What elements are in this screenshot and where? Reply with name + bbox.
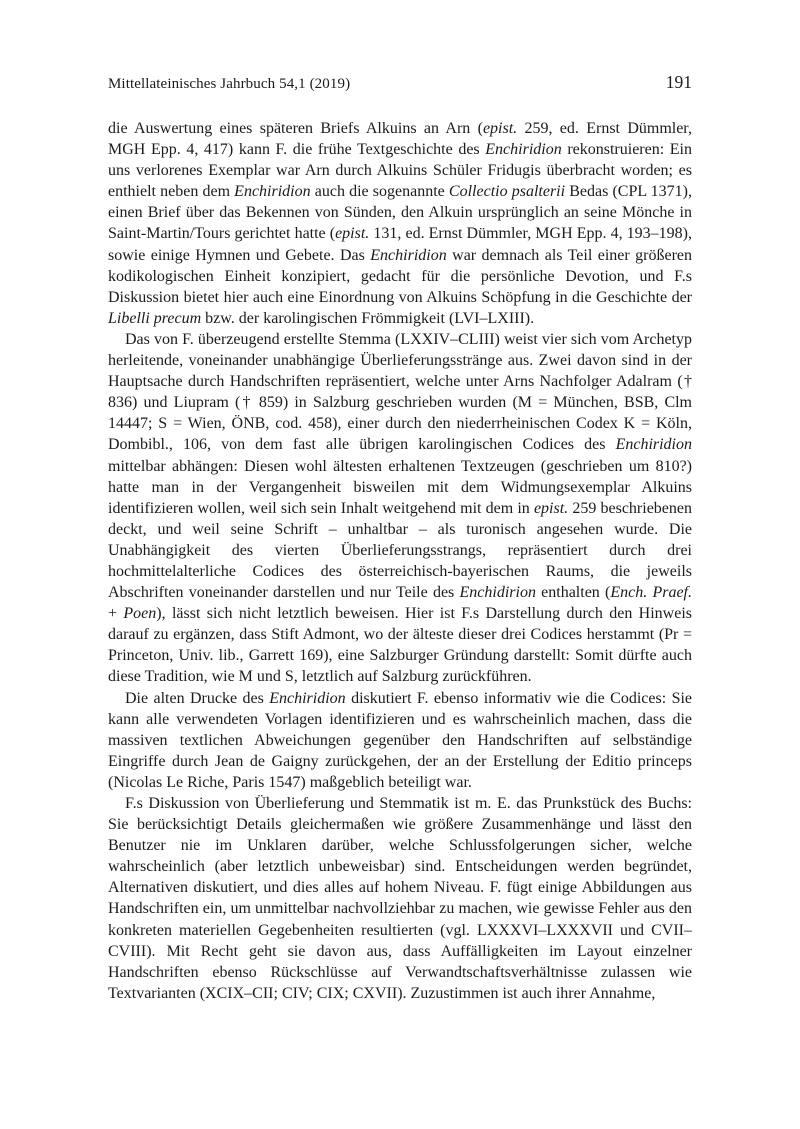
italic-run: Ench. Praef. xyxy=(610,584,693,602)
text-run: mittelbar abhängen: Diesen wohl ältesten erhaltenen Textzeugen (geschrieben um 810?) hatte man in der Vergangenheit bisweilen mit dem Widmungsexemplar Alkuins identifizieren wollen, weil sich sein Inhalt weitgehend mit dem in xyxy=(108,457,692,517)
text-run: war demnach als Teil einer größeren kodikologischen Einheit konzipiert, gedacht für die persönliche Devotion, und F.s Diskussion bietet hier auch eine Einordnung von Alkuins Schöpfung in die Geschichte der xyxy=(108,246,692,306)
italic-run: Enchiridion xyxy=(370,246,447,264)
paragraph xyxy=(108,793,692,1004)
text-run: rekonstruieren: Ein uns verlorenes Exemplar war Arn durch Alkuins Schüler Fridugis überbracht worden; es enthielt neben dem xyxy=(108,141,692,201)
italic-run: Libelli precum xyxy=(108,309,202,327)
text-run: F.s Diskussion von Überlieferung und Stemmatik ist m. E. das Prunkstück des Buchs: Sie berücksichtigt Details gleichermaßen wie größere Zusammenhänge und lässt den Benutzer nie im Unklaren darüber, welche Schlussfolgerungen sicher, welche wahrscheinlich (aber letztlich unbeweisbar) sind. Entscheidungen werden begründet, Alternativen diskutiert, und dies alles auf hohem Niveau. F. fügt einige Abbildungen aus Handschriften ein, um unmittelbar nachvollziehbar zu machen, wie gewisse Fehler aus den konkreten materiellen Gegebenheiten resultierten (vgl. LXXXVI–LXXXVII und CVII–CVIII). Mit Recht geht sie davon aus, dass Auffälligkeiten im Layout einzelner Handschriften ebenso Rückschlüsse auf Verwandtschaftsverhältnisse zulassen wie Textvarianten (XCIX–CII; CIV; CIX; CXVII). Zuzustimmen ist auch ihrer Annahme, xyxy=(108,795,692,1002)
text-run: 259, ed. Ernst Dümmler, MGH Epp. 4, 417) kann F. die frühe Textgeschichte des xyxy=(108,120,692,159)
italic-run: epist. xyxy=(533,499,569,517)
text-run: ), lässt sich nicht letztlich beweisen. Hier ist F.s Darstellung durch den Hinweis darauf zu ergänzen, dass Stift Admont, wo der älteste dieser drei Codices herstammt (Pr = Princeton, Univ. lib., Garrett 169), eine Salzburger Gründung darstellt: Somit dürfte auch diese Tradition, wie M und S, letztlich auf Salzburg zurückführen. xyxy=(108,605,693,686)
italic-run: Poen xyxy=(123,605,157,623)
journal-title: Mittellateinisches Jahrbuch 54,1 (2019) xyxy=(108,76,351,92)
page-number: 191 xyxy=(665,72,692,92)
paragraph xyxy=(108,118,692,329)
text-run: + xyxy=(108,605,124,623)
text-run: 131, ed. Ernst Dümmler, MGH Epp. 4, 193–198), sowie einige Hymnen und Gebete. Das xyxy=(108,225,692,264)
italic-run: Enchidirion xyxy=(459,584,536,602)
text-run: die Auswertung eines späteren Briefs Alkuins an Arn ( xyxy=(108,120,483,137)
text-run: diskutiert F. ebenso informativ wie die Codices: Sie kann alle verwendeten Vorlagen identifizieren und es wahrscheinlich machen, dass die massiven textlichen Abweichungen gegenüber den Handschriften auf selbständige Eingriffe durch Jean de Gaigny zurückgehen, der an der Erstellung der Editio princeps (Nicolas Le Riche, Paris 1547) maßgeblich beteiligt war. xyxy=(108,689,693,791)
text-run: Die alten Drucke des xyxy=(125,689,270,707)
text-run: enthalten ( xyxy=(535,584,611,602)
text-run: auch die sogenannte xyxy=(310,183,449,201)
italic-run: epist. xyxy=(335,225,370,243)
paragraph xyxy=(108,688,692,793)
paragraph xyxy=(108,329,692,688)
italic-run: Enchiridion xyxy=(485,141,562,159)
text-run: 259 beschriebenen deckt, und weil seine Schrift – unhaltbar – als turonisch angesehen wurde. Die Unabhängigkeit des vierten Überlieferungsstrangs, repräsentiert durch drei hochmittelalterliche Codices des österreichisch-bayerischen Raums, die jeweils Abschriften voneinander darstellen und nur Teile des xyxy=(108,499,693,602)
italic-run: Enchiridion xyxy=(269,689,346,707)
italic-run: Enchiridion xyxy=(234,183,311,201)
running-head xyxy=(108,72,692,93)
article-body xyxy=(108,118,692,1004)
italic-run: Collectio psalterii xyxy=(448,183,566,201)
italic-run: epist. xyxy=(482,120,518,137)
text-run: Bedas (CPL 1371), einen Brief über das Bekennen von Sünden, den Alkuin ursprünglich an seine Mönche in Saint-Martin/Tours gerichtet hatte ( xyxy=(108,183,693,243)
text-run: bzw. der karolingischen Frömmigkeit (LVI–LXIII). xyxy=(201,309,535,327)
text-run: Das von F. überzeugend erstellte Stemma (LXXIV–CLIII) weist vier sich vom Archetyp herleitende, voneinander unabhängige Überlieferungsstränge aus. Zwei davon sind in der Hauptsache durch Handschriften repräsentiert, welche unter Arns Nachfolger Adalram († 836) und Liupram († 859) in Salzburg geschrieben wurden (M = München, BSB, Clm 14447; S = Wien, ÖNB, cod. 458), einer durch den niederrheinischen Codex K = Köln, Dombibl., 106, von dem fast alle übrigen karolingischen Codices des xyxy=(108,330,692,454)
italic-run: Enchiridion xyxy=(615,436,692,454)
